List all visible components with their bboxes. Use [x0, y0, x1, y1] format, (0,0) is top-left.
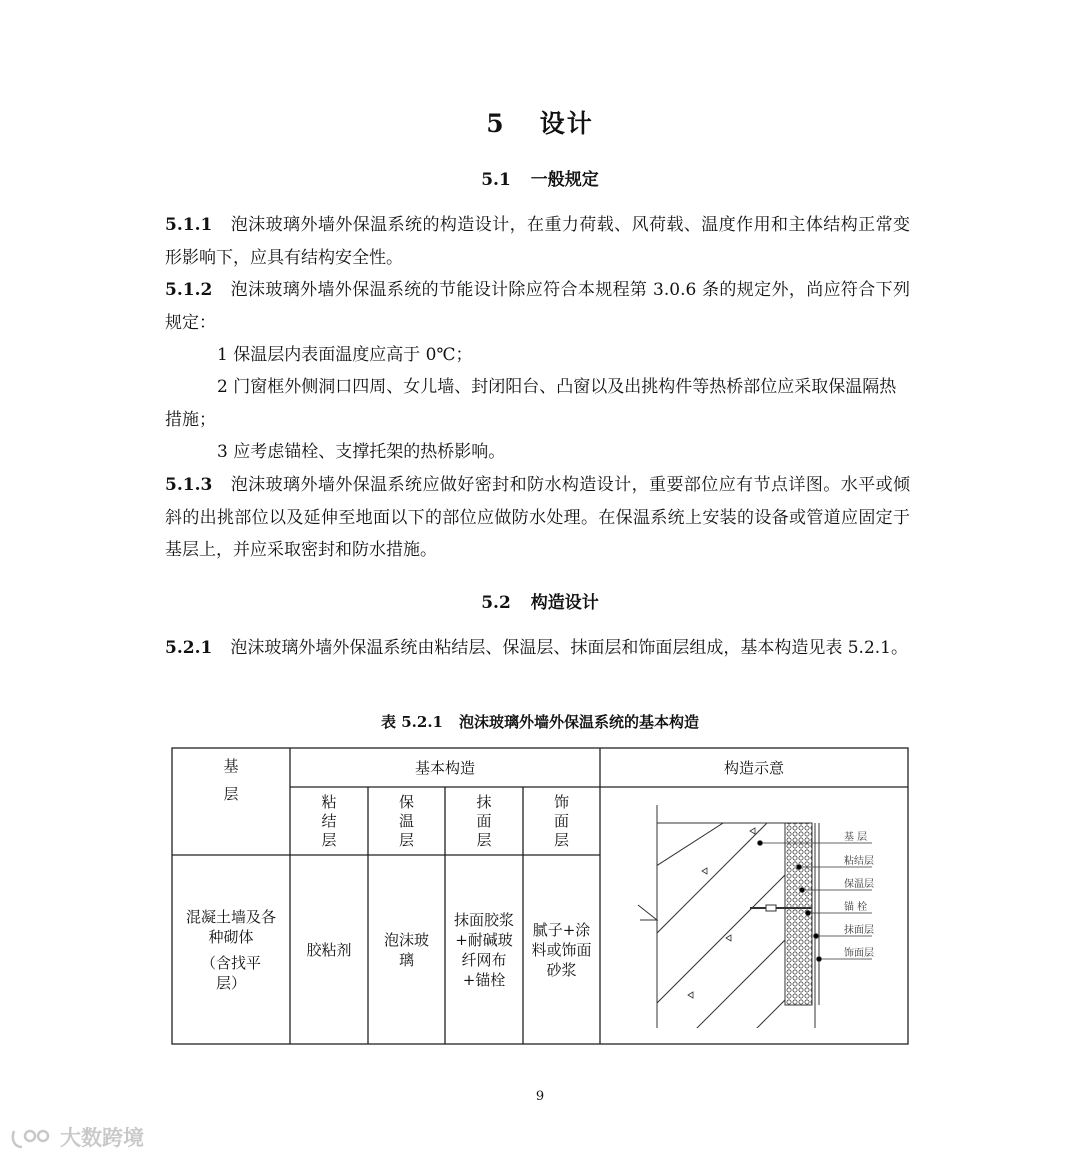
section-heading: 构造设计 — [530, 593, 599, 613]
clause-text: 泡沫玻璃外墙外保温系统应做好密封和防水构造设计，重要部位应有节点详图。水平或倾斜的出挑部位以及延伸至地面以下的部位应做防水处理。在保温系统上安装的设备或管道应固定于基层上，并应采取密封和防水措施。 — [165, 475, 910, 561]
item-text: 1 保温层内表面温度应高于 0℃； — [217, 345, 473, 365]
leader-dot — [758, 841, 763, 846]
clause-text: 泡沫玻璃外墙外保温系统的构造设计，在重力荷载、风荷载、温度作用和主体结构正常变形影响下，应具有结构安全性。 — [165, 215, 910, 268]
header-diagram: 构造示意 — [723, 758, 784, 777]
row-insulation-cell: 泡沫玻璃 — [383, 930, 429, 969]
diagram-label-insulation: 保温层 — [844, 879, 874, 890]
clause-number: 5.1.2 — [165, 280, 213, 300]
watermark-logo-icon — [10, 1123, 54, 1151]
wall-marks — [688, 828, 755, 998]
header-basic-structure: 基本构造 — [414, 758, 475, 777]
watermark — [10, 1122, 144, 1152]
clause-text: 泡沫玻璃外墙外保温系统由粘结层、保温层、抹面层和饰面层组成，基本构造见表 5.2.1。 — [230, 638, 908, 658]
structure-diagram — [630, 795, 900, 1035]
diagram-label-anchor: 锚 栓 — [844, 902, 868, 913]
subheader-adhesive: 粘结层 — [321, 792, 337, 849]
leader-dot — [817, 957, 822, 962]
diagram-label-base: 基 层 — [844, 832, 868, 843]
section-number: 5.2 — [481, 593, 511, 613]
row-base-cell — [172, 855, 290, 1044]
subheader-render: 抹面层 — [476, 792, 492, 849]
chapter-number: 5 — [486, 109, 506, 138]
header-base-line1: 基 — [223, 757, 239, 775]
leader-dot — [800, 888, 805, 893]
leader-dot — [814, 934, 819, 939]
subheader-insulation: 保温层 — [398, 792, 414, 849]
table-title: 泡沫玻璃外墙外保温系统的基本构造 — [458, 713, 699, 731]
row-base-line2: （含找平层） — [200, 953, 261, 992]
clause-text: 泡沫玻璃外墙外保温系统的节能设计除应符合本规程第 3.0.6 条的规定外，尚应符合下列规定： — [165, 280, 910, 333]
leader-dot — [797, 865, 802, 870]
page-number: 9 — [535, 1089, 545, 1104]
header-base-cell — [172, 756, 290, 816]
diagram-label-adhesive: 粘结层 — [844, 856, 874, 867]
anchor-head — [766, 905, 776, 911]
table-number: 表 5.2.1 — [381, 713, 443, 731]
header-base-line2: 层 — [223, 785, 239, 803]
row-finish-cell: 腻子+涂料或饰面砂浆 — [531, 920, 592, 979]
watermark-text: 大数跨境 — [60, 1126, 144, 1150]
diagram-label-finish: 饰面层 — [844, 948, 874, 959]
clause-number: 5.1.3 — [165, 475, 213, 495]
leader-dot — [806, 911, 811, 916]
item-text: 3 应考虑锚栓、支撑托架的热桥影响。 — [217, 442, 506, 462]
subheader-finish: 饰面层 — [553, 792, 569, 849]
section-heading: 一般规定 — [530, 170, 599, 190]
clause-number: 5.2.1 — [165, 638, 213, 658]
row-render-cell: 抹面胶浆+耐碱玻纤网布+锚栓 — [453, 910, 514, 989]
row-base-line1: 混凝土墙及各种砌体 — [185, 907, 276, 946]
base-step — [638, 905, 657, 920]
clause-number: 5.1.1 — [165, 215, 213, 235]
row-adhesive-cell: 胶粘剂 — [306, 940, 352, 959]
diagram-label-render: 抹面层 — [844, 925, 874, 936]
chapter-heading: 设计 — [539, 109, 594, 138]
item-text: 2 门窗框外侧洞口四周、女儿墙、封闭阳台、凸窗以及出挑构件等热桥部位应采取保温隔热措施； — [165, 377, 897, 430]
section-number: 5.1 — [481, 170, 511, 190]
